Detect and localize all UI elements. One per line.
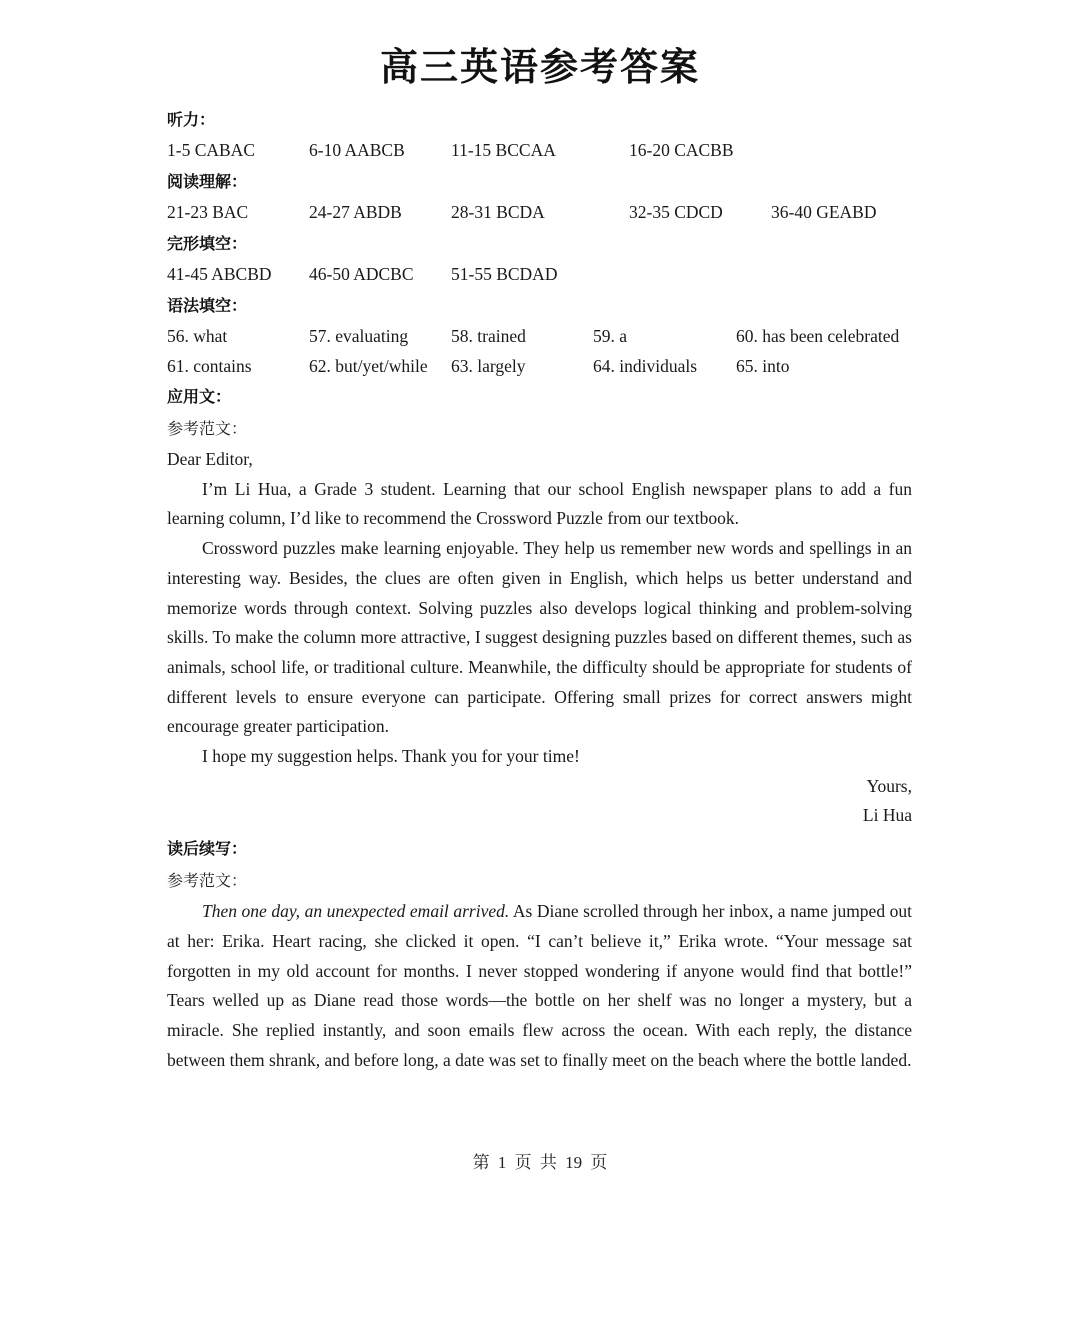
reading-answers-row: [167, 197, 912, 228]
cloze-heading: 完形填空：: [167, 234, 248, 253]
listening-heading: 听力：: [167, 110, 216, 129]
letter-paragraph: I’m Li Hua, a Grade 3 student. Learning that our school English newspaper plans to add a fun learning column, I’d like to recommend the Crossword Puzzle from our textbook.: [167, 478, 912, 529]
answer-item: 65. into: [736, 356, 790, 376]
answer-item: 58. trained: [451, 326, 526, 346]
answer-item: 56. what: [167, 326, 228, 346]
answer-item: 16-20 CACBB: [629, 140, 734, 160]
grammar-heading: 语法填空：: [167, 296, 248, 315]
answer-item: 51-55 BCDAD: [451, 264, 558, 284]
answer-item: 46-50 ADCBC: [309, 264, 414, 284]
sample-essay-label: 参考范文：: [167, 419, 248, 438]
letter-closing: Yours,: [866, 775, 912, 796]
answer-item: 24-27 ABDB: [309, 202, 402, 222]
answer-item: 63. largely: [451, 356, 526, 376]
answer-item: 41-45 ABCBD: [167, 264, 272, 284]
page-title: 高三英语参考答案: [379, 45, 700, 89]
answer-item: 59. a: [593, 326, 628, 346]
answer-item: 57. evaluating: [309, 326, 409, 346]
continuation-writing-heading: 读后续写：: [167, 839, 248, 859]
cloze-answers-row: [167, 259, 912, 290]
answer-item: 60. has been celebrated: [736, 326, 900, 346]
grammar-answers-row: [167, 351, 912, 381]
continuation-body: As Diane scrolled through her inbox, a name jumped out at her: Erika. Heart racing, she clicked it open. “I can’t believe it,” Erika wrote. “Your message sat forgotten in my old account for months. I never stopped wondering if anyone would find that bottle!” Tears welled up as Diane read those words—the bottle on her shelf was no longer a mystery, but a miracle. She replied instantly, and soon emails flew across the ocean. With each reply, the distance between them shrank, and before long, a date was set to finally meet on the beach where the bottle landed.: [167, 901, 912, 1070]
applied-writing-heading: 应用文：: [167, 387, 232, 406]
answer-item: 36-40 GEABD: [771, 202, 877, 222]
answer-item: 21-23 BAC: [167, 202, 249, 222]
answer-item: 28-31 BCDA: [451, 202, 545, 222]
page-number-footer: 第 1 页 共 19 页: [472, 1153, 608, 1172]
answer-item: 61. contains: [167, 356, 252, 376]
answer-item: 32-35 CDCD: [629, 202, 723, 222]
reading-heading: 阅读理解：: [167, 172, 248, 191]
listening-answers-row: [167, 135, 912, 166]
answer-item: 11-15 BCCAA: [451, 140, 556, 160]
letter-paragraph: Crossword puzzles make learning enjoyable. They help us remember new words and spellings in an interesting way. Besides, the clues are often given in English, which helps us better understand and memorize words through context. Solving puzzles also develops logical thinking and problem-solving skills. To make the column more attractive, I suggest designing puzzles based on different themes, such as animals, school life, or traditional culture. Meanwhile, the difficulty should be appropriate for students of different levels to ensure everyone can participate. Offering small prizes for correct answers might encourage greater participation.: [167, 538, 912, 737]
continuation-opening-sentence: Then one day, an unexpected email arrived.: [202, 901, 510, 922]
sample-essay-label: 参考范文：: [167, 871, 248, 891]
letter-salutation: Dear Editor,: [167, 449, 253, 469]
answer-item: 6-10 AABCB: [309, 140, 405, 160]
letter-paragraph: I hope my suggestion helps. Thank you for your time!: [202, 746, 580, 767]
answer-item: 62. but/yet/while: [309, 356, 428, 376]
answer-item: 64. individuals: [593, 356, 698, 376]
answer-content: [167, 104, 912, 1075]
grammar-answers-row: [167, 321, 912, 351]
answer-item: 1-5 CABAC: [167, 140, 255, 160]
continuation-paragraph: [167, 897, 912, 1075]
letter-signature: Li Hua: [862, 805, 912, 826]
